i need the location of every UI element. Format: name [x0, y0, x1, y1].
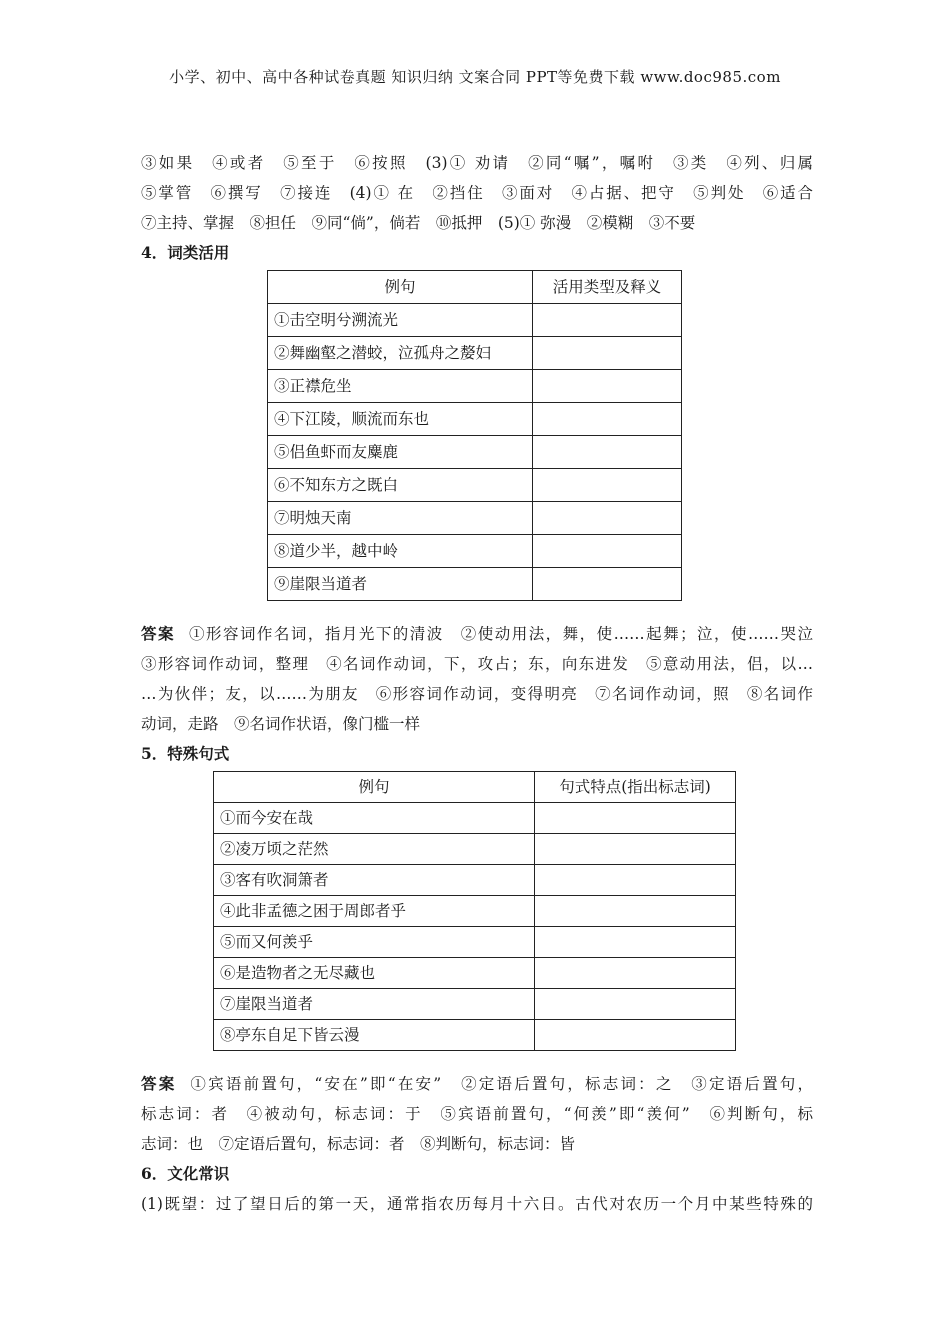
- table-row: [214, 1020, 736, 1051]
- table-header-row: [214, 772, 736, 803]
- blank-cell: [533, 337, 682, 370]
- blank-cell: [533, 304, 682, 337]
- blank-cell: [535, 1020, 736, 1051]
- table-cell: ⑦明烛天南: [268, 502, 533, 535]
- word-usage-table: [267, 270, 682, 601]
- answer-block: [141, 1069, 813, 1159]
- table-cell: ⑧道少半，越中岭: [268, 535, 533, 568]
- table-cell: ⑥是造物者之无尽藏也: [214, 958, 535, 989]
- text-line: ⑤掌管 ⑥撰写 ⑦接连 (4)① 在 ②挡住 ③面对 ④占据、把守 ⑤判处 ⑥适合: [141, 184, 813, 202]
- table-row: [268, 469, 682, 502]
- table-cell: ①击空明兮溯流光: [268, 304, 533, 337]
- table-row: [214, 927, 736, 958]
- table-row: [268, 502, 682, 535]
- table-row: [214, 834, 736, 865]
- table-cell: ⑦崖限当道者: [214, 989, 535, 1020]
- text-line: (1)既望：过了望日后的第一天，通常指农历每月十六日。古代对农历一个月中某些特殊的: [141, 1195, 813, 1213]
- answer-block: [141, 619, 813, 739]
- table-cell: ④此非孟德之困于周郎者乎: [214, 896, 535, 927]
- blank-cell: [533, 568, 682, 601]
- text-line: 标志词：者 ④被动句，标志词：于 ⑤宾语前置句，“何羡”即“羡何” ⑥判断句，标: [141, 1105, 813, 1123]
- table-cell: ①而今安在哉: [214, 803, 535, 834]
- blank-cell: [535, 958, 736, 989]
- text-line: 动词，走路 ⑨名词作状语，像门槛一样: [141, 715, 421, 733]
- table-cell: ②凌万顷之茫然: [214, 834, 535, 865]
- sentence-pattern-table: [213, 771, 736, 1051]
- table-row: [214, 958, 736, 989]
- blank-cell: [533, 370, 682, 403]
- table-row: [268, 370, 682, 403]
- text-line: ③形容词作动词，整理 ④名词作动词，下，攻占；东，向东进发 ⑤意动用法，侣，以…: [141, 655, 813, 673]
- section-title: 5．特殊句式: [141, 744, 230, 763]
- section-title: 6．文化常识: [141, 1164, 230, 1183]
- text-line: [141, 619, 813, 649]
- table-cell: ⑨崖限当道者: [268, 568, 533, 601]
- text-line: [141, 1069, 813, 1099]
- text-line: 志词：也 ⑦定语后置句，标志词：者 ⑧判断句，标志词：皆: [141, 1135, 576, 1153]
- blank-cell: [535, 896, 736, 927]
- text-line: ⑦主持、掌握 ⑧担任 ⑨同“倘”，倘若 ⑩抵押 (5)① 弥漫 ②模糊 ③不要: [141, 214, 696, 232]
- blank-cell: [535, 927, 736, 958]
- blank-cell: [533, 535, 682, 568]
- table-cell: ⑤侣鱼虾而友麋鹿: [268, 436, 533, 469]
- table-row: [268, 436, 682, 469]
- column-header: 例句: [214, 772, 535, 803]
- text-line: …为伙伴；友，以……为朋友 ⑥形容词作动词，变得明亮 ⑦名词作动词，照 ⑧名词作: [141, 685, 813, 703]
- table-row: [214, 989, 736, 1020]
- blank-cell: [535, 865, 736, 896]
- answer-label: 答案: [141, 624, 175, 643]
- column-header: 句式特点(指出标志词): [535, 772, 736, 803]
- blank-cell: [535, 803, 736, 834]
- blank-cell: [533, 469, 682, 502]
- table-row: [214, 803, 736, 834]
- table-cell: ④下江陵，顺流而东也: [268, 403, 533, 436]
- table-row: [268, 568, 682, 601]
- table-cell: ⑤而又何羡乎: [214, 927, 535, 958]
- table-row: [214, 865, 736, 896]
- blank-cell: [533, 436, 682, 469]
- table-cell: ⑥不知东方之既白: [268, 469, 533, 502]
- column-header: 活用类型及释义: [533, 271, 682, 304]
- intro-block: [141, 148, 813, 238]
- page-header: 小学、初中、高中各种试卷真题 知识归纳 文案合同 PPT等免费下载 www.doc985.com: [169, 68, 781, 86]
- blank-cell: [533, 403, 682, 436]
- text-line: ③如果 ④或者 ⑤至于 ⑥按照 (3)① 劝请 ②同“嘱”，嘱咐 ③类 ④列、归属: [141, 154, 813, 172]
- table-row: [268, 535, 682, 568]
- blank-cell: [535, 989, 736, 1020]
- table-cell: ②舞幽壑之潜蛟，泣孤舟之嫠妇: [268, 337, 533, 370]
- blank-cell: [533, 502, 682, 535]
- document-body: [141, 148, 813, 1219]
- blank-cell: [535, 834, 736, 865]
- answer-label: 答案: [141, 1074, 177, 1093]
- table-cell: ③客有吹洞箫者: [214, 865, 535, 896]
- section-title: 4．词类活用: [141, 243, 230, 262]
- table-cell: ⑧亭东自足下皆云漫: [214, 1020, 535, 1051]
- answer-text: ①宾语前置句，“安在”即“在安” ②定语后置句，标志词：之 ③定语后置句，: [190, 1075, 813, 1093]
- table-row: [268, 403, 682, 436]
- table-row: [268, 337, 682, 370]
- table-cell: ③正襟危坐: [268, 370, 533, 403]
- table-row: [214, 896, 736, 927]
- table-header-row: [268, 271, 682, 304]
- answer-text: ①形容词作名词，指月光下的清波 ②使动用法，舞，使……起舞；泣，使……哭泣: [188, 625, 813, 643]
- column-header: 例句: [268, 271, 533, 304]
- table-row: [268, 304, 682, 337]
